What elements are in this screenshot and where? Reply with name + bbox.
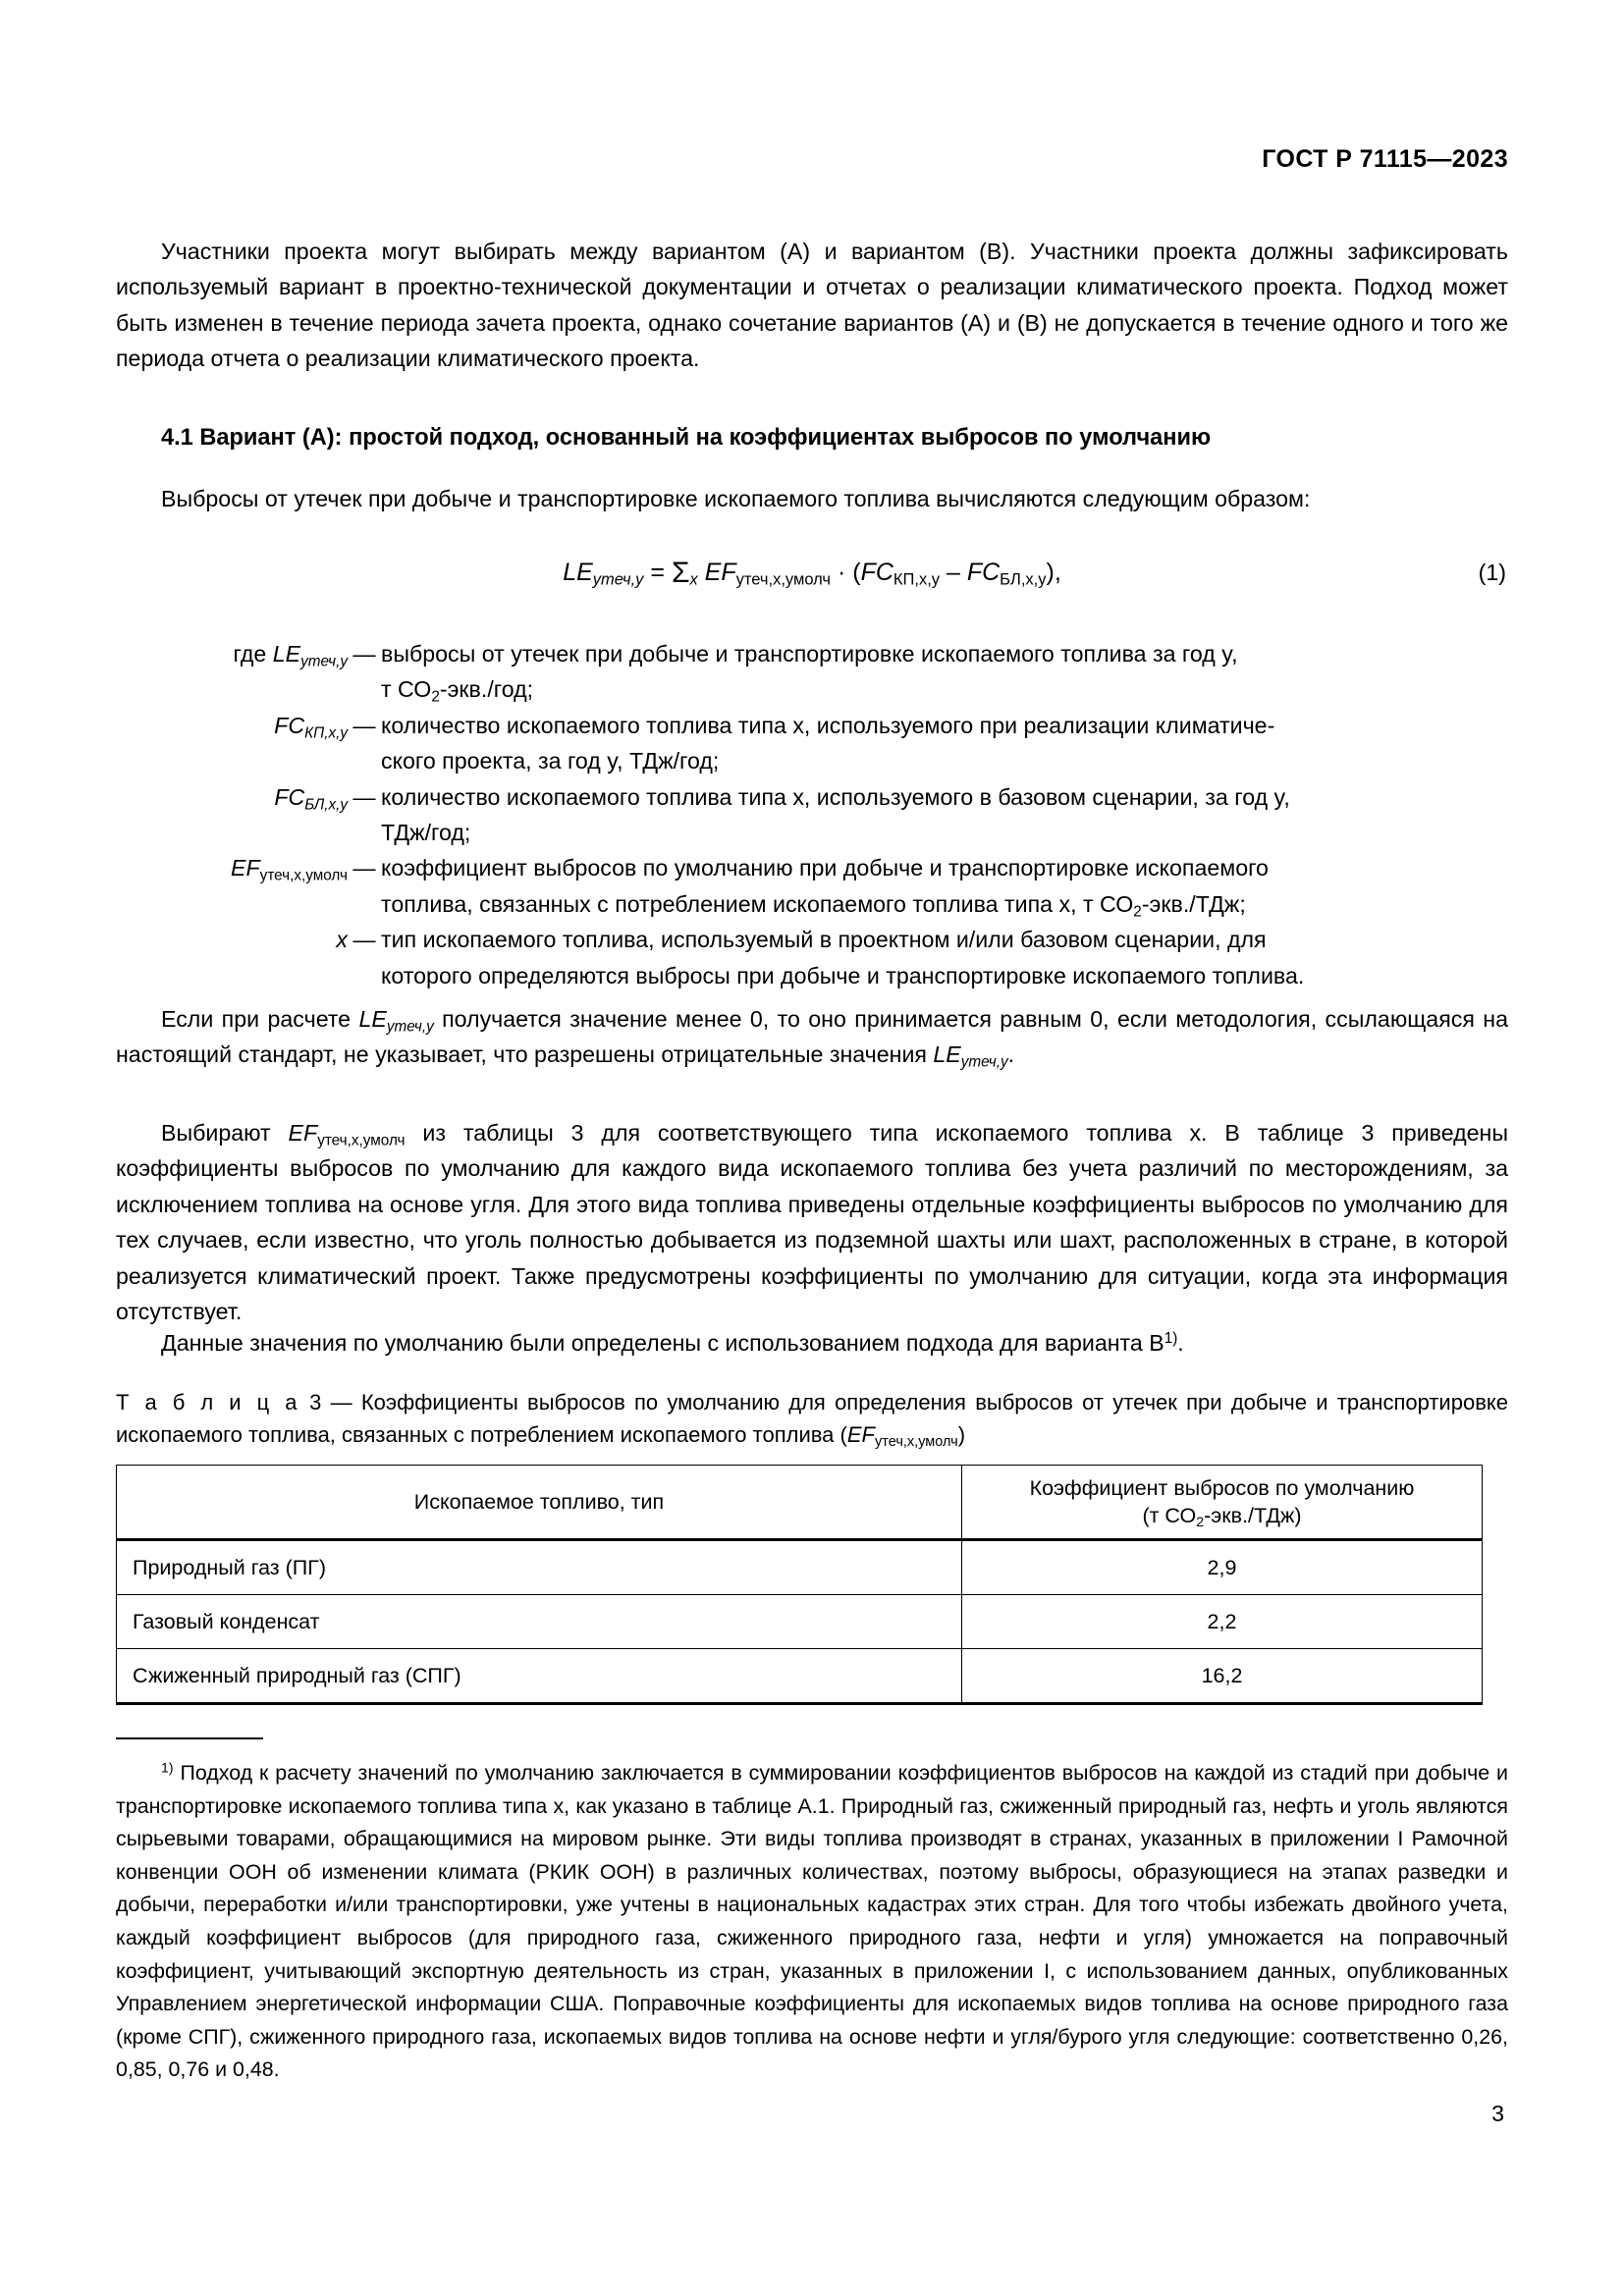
table-body: [117, 1540, 1483, 1704]
negative-rule-period: .: [1007, 1041, 1015, 1068]
table-caption-ef-base: EF: [846, 1422, 875, 1447]
definition-text-fc-kp-line1: количество ископаемого топлива типа x, используемого при реализации климатиче-: [381, 712, 1275, 738]
definition-term-fc-kp: [116, 708, 348, 743]
page-content: [116, 0, 1508, 2296]
definition-term-fc-bl: [116, 779, 348, 815]
definition-term-fc-kp-base: FC: [274, 712, 305, 738]
definition-text-x-line2: которого определяются выбросы при добыче и транспортировке ископаемого топлива.: [381, 962, 1305, 988]
footnote-reference-1[interactable]: 1): [1164, 1330, 1178, 1348]
definition-term-ef: [116, 850, 348, 885]
defaults-origin-text: Данные значения по умолчанию были определены с использованием подхода для варианта В: [161, 1330, 1164, 1356]
table-header-unit-prefix: (т СО: [1142, 1504, 1197, 1527]
definition-text-x: [381, 922, 1508, 993]
definition-dash-fc-kp: —: [352, 712, 376, 738]
table-cell-fuel-value: 2,9: [962, 1540, 1483, 1595]
section-heading-block: [116, 420, 1508, 455]
defaults-origin-block: [116, 1325, 1508, 1361]
definition-item-fc-bl: [116, 779, 1508, 851]
negative-rule-paragraph: [116, 1001, 1508, 1073]
definition-text-le: [381, 636, 1508, 708]
formula-minus: –: [946, 559, 960, 586]
definition-text-ef-line1: коэффициент выбросов по умолчанию при добыче и транспортировке ископаемого: [381, 855, 1269, 881]
section-lead-block: [116, 481, 1508, 516]
definition-text-x-line1: тип ископаемого топлива, используемый в проектном и/или базовом сценарии, для: [381, 927, 1267, 953]
formula-1-row: [116, 556, 1508, 590]
where-label: где: [233, 641, 267, 667]
intro-paragraph-block: [116, 234, 1508, 377]
formula-1-number: (1): [1478, 560, 1506, 585]
definition-le-unit-suffix: -экв./год;: [439, 676, 534, 703]
definition-term-x-base: x: [336, 927, 348, 953]
formula-multiplication-dot: ·: [837, 559, 846, 586]
formula-lhs-symbol: LE: [563, 559, 593, 586]
definition-text-le-line1: выбросы от утечек при добыче и транспортировке ископаемого топлива за год y,: [381, 641, 1238, 667]
definition-item-fc-kp: [116, 708, 1508, 779]
formula-equals: =: [650, 559, 665, 586]
table-caption-label: Т а б л и ц а: [116, 1390, 300, 1415]
definition-text-ef-line2: [381, 886, 1508, 922]
table-row: [117, 1540, 1483, 1595]
definition-dash-le: —: [352, 641, 376, 667]
formula-fc-kp-symbol: FC: [860, 559, 893, 586]
definition-text-fc-bl: [381, 779, 1508, 851]
definition-term-le-subscript: утеч,y: [300, 653, 348, 670]
footnote-separator-rule: [116, 1737, 263, 1739]
definition-text-fc-bl-line1: количество ископаемого топлива типа x, используемого в базовом сценарии, за год y,: [381, 783, 1290, 810]
definition-dash-x: —: [352, 927, 376, 953]
select-ef-paragraph: [116, 1115, 1508, 1329]
formula-fc-bl-subscript: БЛ,x,y: [1000, 570, 1047, 589]
definition-term-ef-base: EF: [231, 855, 260, 881]
negative-rule-text-1: Если при расчете: [161, 1006, 359, 1032]
table-cell-fuel-value: 16,2: [962, 1649, 1483, 1704]
formula-fc-bl-symbol: FC: [966, 559, 1001, 586]
select-ef-text-1: Выбирают: [161, 1120, 289, 1146]
formula-definitions-list: [116, 636, 1508, 993]
formula-lhs-subscript: утеч,y: [592, 570, 644, 589]
definition-ef-unit-suffix: -экв./ТДж;: [1141, 890, 1246, 917]
formula-fc-kp-subscript: КП,x,y: [893, 570, 941, 589]
footnote-1-paragraph: [116, 1757, 1508, 2087]
page-header-standard-number: ГОСТ Р 71115—2023: [1262, 145, 1508, 173]
defaults-origin-period: .: [1177, 1330, 1184, 1356]
table-header-unit-sub: 2: [1196, 1514, 1205, 1530]
definition-term-fc-bl-base: FC: [274, 783, 305, 810]
negative-rule-le-base: LE: [358, 1006, 387, 1032]
table-header-emission-factor-line2: [962, 1502, 1482, 1529]
select-ef-text-2: из таблицы 3 для соответствующего типа ископаемого топлива x. В таблице 3 приведены коэффициенты выбросов по умолчанию для каждого вида ископаемого топлива без учета различий по месторождениям, за исключением топлива на основе угля. Для этого вида топлива приведены отдельные коэффициенты выбросов по умолчанию для тех случаев, если известно, что уголь полностью добывается из подземной шахты или шахт, расположенных в стране, в которой реализуется климатический проект. Также предусмотрены коэффициенты по умолчанию для ситуации, когда эта информация отсутствует.: [116, 1120, 1508, 1325]
formula-1-expression: $LE_{утеч,y} = \Sigma_x$ $EF_{утеч,x,умолч} \cdot (FC_{КП,x,y} - FC_{БЛ,x,y})$,: [563, 557, 1061, 589]
definition-text-fc-kp: [381, 708, 1508, 779]
select-ef-sub: утеч,x,умолч: [317, 1132, 406, 1149]
definition-term-le: [116, 636, 348, 671]
table-header-emission-factor: [962, 1466, 1483, 1540]
definition-term-le-base: LE: [272, 641, 301, 667]
defaults-origin-paragraph: [116, 1325, 1508, 1361]
definition-dash-ef: —: [352, 855, 376, 881]
footnote-1: [116, 1757, 1508, 2087]
definition-item-x: [116, 922, 1508, 993]
negative-rule-le-tail-base: LE: [933, 1041, 961, 1068]
table-caption-number: 3: [309, 1390, 322, 1415]
definition-ef-unit-prefix: топлива, связанных с потреблением ископаемого топлива типа x, т СО: [381, 890, 1134, 917]
intro-paragraph: Участники проекта могут выбирать между вариантом (А) и вариантом (В). Участники проекта должны зафиксировать используемый вариант в проектно-технической документации и отчетах о реализации климатического проекта. Подход может быть изменен в течение периода зачета проекта, однако сочетание вариантов (А) и (В) не допускается в течение одного и того же периода отчета о реализации климатического проекта.: [116, 239, 1508, 372]
definition-item-le: [116, 636, 1508, 708]
formula-sum-subscript: x: [689, 570, 698, 589]
definition-text-fc-bl-line2: ТДж/год;: [381, 820, 471, 846]
table-cell-fuel-name: Природный газ (ПГ): [117, 1540, 962, 1595]
definition-dash-fc-bl: —: [352, 783, 376, 810]
table-3-default-emission-factors: [116, 1465, 1483, 1705]
definition-term-x: [116, 922, 348, 957]
footnote-1-text: Подход к расчету значений по умолчанию заключается в суммировании коэффициентов выбросов на каждой из стадий при добыче и транспортировке ископаемого топлива типа x, как указано в таблице А.1. Природный газ, сжиженный природный газ, нефть и уголь являются сырьевыми товарами, обращающимися на мировом рынке. Эти виды топлива производят в странах, указанных в приложении I Рамочной конвенции ООН об изменении климата (РКИК ООН) в различных количествах, поэтому выбросы, образующиеся на этапах разведки и добычи, переработки и/или транспортировки, уже учтены в национальных кадастрах этих стран. Для того чтобы избежать двойного учета, каждый коэффициент выбросов (для природного газа, сжиженного природного газа, нефти и угля) умножается на поправочный коэффициент, учитывающий экспортную деятельность из стран, указанных в приложении I, с использованием данных, опубликованных Управлением энергетической информации США. Поправочные коэффициенты для ископаемых видов топлива на основе природного газа (кроме СПГ), сжиженного природного газа, ископаемых видов топлива на основе нефти и угля/бурого угля следующие: соответственно 0,26, 0,85, 0,76 и 0,48.: [116, 1761, 1508, 2082]
table-header-fuel-type: Ископаемое топливо, тип: [117, 1466, 962, 1540]
definition-ef-unit-sub: 2: [1133, 903, 1142, 921]
table-row: [117, 1595, 1483, 1649]
formula-ef-subscript: утеч,x,умолч: [735, 570, 831, 589]
table-cell-fuel-value: 2,2: [962, 1595, 1483, 1649]
definition-term-ef-subscript: утеч,x,умолч: [259, 867, 348, 884]
table-header-row: [117, 1466, 1483, 1540]
definition-text-ef: [381, 850, 1508, 922]
table-caption-dash: —: [330, 1390, 352, 1415]
negative-rule-text-2: получается значение менее 0, то оно принимается равным 0, если методология, ссылающаяся на настоящий стандарт, не указывает, что разрешены отрицательные значения: [116, 1006, 1509, 1068]
select-ef-base: EF: [288, 1120, 318, 1146]
table-3-caption: [116, 1386, 1508, 1451]
table-cell-fuel-name: Сжиженный природный газ (СПГ): [117, 1649, 962, 1704]
formula-sum-symbol: Σ: [671, 557, 690, 589]
definition-text-fc-kp-line2: ского проекта, за год y, ТДж/год;: [381, 748, 720, 774]
negative-rule-le-sub: утеч,y: [386, 1018, 434, 1036]
table-header-emission-factor-line1: Коэффициент выбросов по умолчанию: [1029, 1476, 1415, 1500]
negative-rule-block: [116, 1001, 1508, 1073]
page-number: 3: [1491, 2101, 1504, 2126]
definition-item-ef: [116, 850, 1508, 922]
definition-term-fc-kp-subscript: КП,x,y: [304, 724, 348, 742]
table-caption-text-2: ): [957, 1422, 966, 1447]
select-ef-block: [116, 1115, 1508, 1329]
section-title-4-1: 4.1 Вариант (А): простой подход, основанный на коэффициентах выбросов по умолчанию: [161, 425, 1212, 451]
definition-term-fc-bl-subscript: БЛ,x,y: [304, 795, 348, 813]
section-lead-paragraph: Выбросы от утечек при добыче и транспортировке ископаемого топлива вычисляются следующим образом:: [161, 486, 1311, 511]
table-row: [117, 1649, 1483, 1704]
table-cell-fuel-name: Газовый конденсат: [117, 1595, 962, 1649]
table-caption-text-1: Коэффициенты выбросов по умолчанию для определения выбросов от утечек при добыче и транспортировке ископаемого топлива, связанных с потреблением ископаемого топлива (: [116, 1390, 1508, 1447]
table-header-unit-suffix: -экв./ТДж): [1204, 1504, 1302, 1527]
negative-rule-le-tail-sub: утеч,y: [960, 1053, 1008, 1071]
definition-le-unit-sub: 2: [431, 688, 440, 706]
definition-le-unit-prefix: т СО: [381, 676, 432, 703]
table-caption-ef-sub: утеч,x,умолч: [874, 1434, 958, 1451]
footnote-1-marker: 1): [161, 1759, 174, 1776]
definition-text-le-line2: [381, 671, 1508, 707]
table-head: [117, 1466, 1483, 1540]
formula-ef-symbol: EF: [704, 559, 736, 586]
